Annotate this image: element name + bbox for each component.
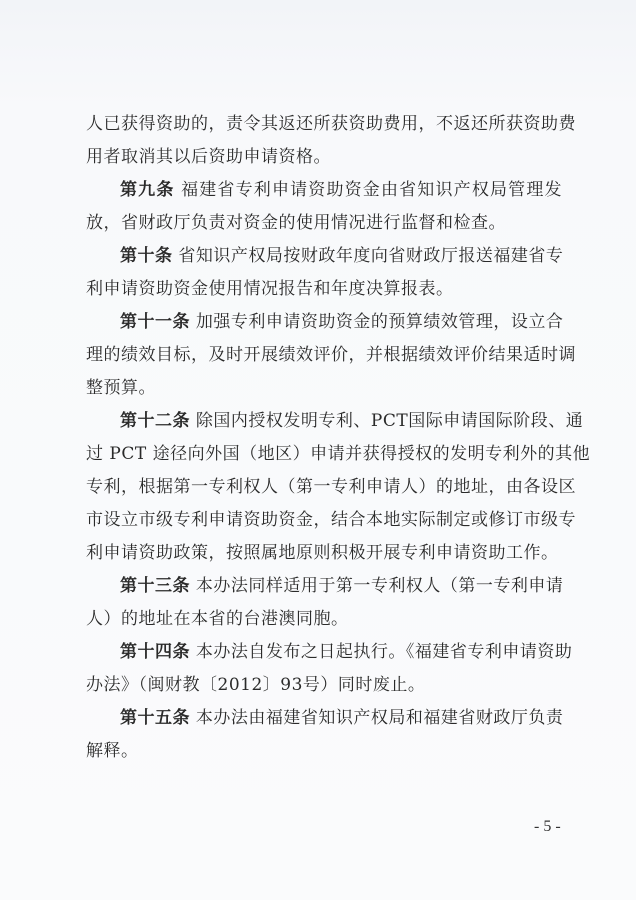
article-9: [86, 174, 562, 240]
article-text: 除国内授权发明专利、PCT国际申请国际阶段、通: [195, 411, 584, 431]
text-line: [86, 702, 562, 735]
text-line: 市设立市级专利申请资助资金，结合本地实际制定或修订市级专: [86, 510, 576, 530]
article-12: [86, 405, 591, 570]
article-heading: 第十条: [120, 246, 173, 266]
article-15: [86, 702, 562, 768]
text-line: 过 PCT 途径向外国（地区）申请并获得授权的发明专利外的其他: [86, 444, 591, 464]
text-line: [86, 174, 562, 207]
text-line: 理的绩效目标，及时开展绩效评价，并根据绩效评价结果适时调: [86, 345, 576, 365]
text-line: [86, 636, 573, 669]
article-heading: 第十二条: [120, 411, 190, 431]
text-line: 整预算。: [86, 378, 156, 398]
text-line: 专利，根据第一专利权人（第一专利申请人）的地址，由各设区: [86, 477, 576, 497]
page-number: - 5 -: [534, 818, 561, 835]
article-heading: 第十五条: [120, 708, 190, 728]
article-11: [86, 306, 576, 405]
article-text: 本办法同样适用于第一专利权人（第一专利申请: [195, 576, 564, 596]
text-line: [86, 306, 562, 339]
text-line: 解释。: [86, 741, 139, 761]
article-heading: 第十一条: [120, 312, 190, 332]
text-line: 人已获得资助的，责令其返还所获资助费用，不返还所获资助费: [86, 114, 576, 134]
article-text: 省知识产权局按财政年度向省财政厅报送福建省专: [178, 246, 564, 266]
article-text: 本办法自发布之日起执行。《福建省专利申请资助: [195, 642, 573, 662]
text-line: 放，省财政厅负责对资金的使用情况进行监督和检查。: [86, 213, 506, 233]
text-line: [86, 240, 562, 273]
article-heading: 第十三条: [120, 576, 190, 596]
paragraph-continuation: [86, 108, 576, 174]
text-line: 用者取消其以后资助申请资格。: [86, 147, 331, 167]
article-text: 福建省专利申请资助资金由省知识产权局管理发: [181, 180, 563, 200]
article-heading: 第九条: [120, 180, 175, 200]
article-text: 加强专利申请资助资金的预算绩效管理，设立合: [195, 312, 564, 332]
text-line: [86, 570, 562, 603]
text-line: 办法》（闽财教〔2012〕93号）同时废止。: [86, 675, 426, 695]
article-13: [86, 570, 562, 636]
article-10: [86, 240, 562, 306]
article-text: 本办法由福建省知识产权局和福建省财政厅负责: [195, 708, 564, 728]
article-heading: 第十四条: [120, 642, 190, 662]
text-line: 人）的地址在本省的台港澳同胞。: [86, 609, 349, 629]
article-14: [86, 636, 573, 702]
text-line: [86, 405, 584, 438]
text-line: 利申请资助资金使用情况报告和年度决算报表。: [86, 279, 454, 299]
text-line: 利申请资助政策，按照属地原则积极开展专利申请资助工作。: [86, 543, 559, 563]
document-body: [86, 108, 591, 768]
